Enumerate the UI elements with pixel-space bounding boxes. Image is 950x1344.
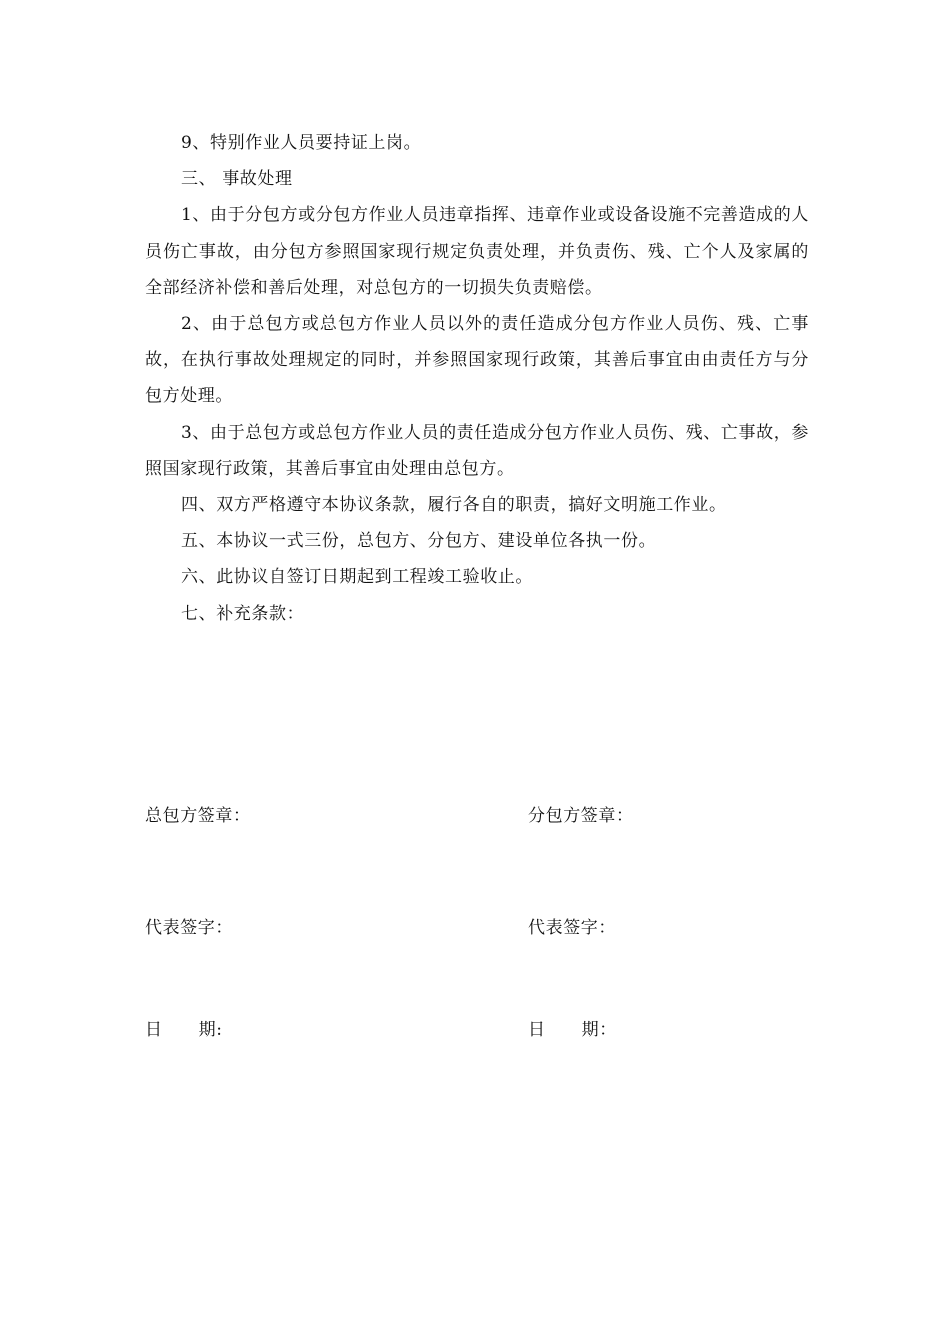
general-contractor-seal-label: 总包方签章： [145,806,251,826]
agreement-body [145,125,809,632]
clause-accident-1: 1、由于分包方或分包方作业人员违章指挥、违章作业或设备设施不完善造成的人员伤亡事故，由分包方参照国家现行规定负责处理，并负责伤、残、亡个人及家属的全部经济补偿和善后处理，对总包方的一切损失负责赔偿。 [145,205,809,298]
general-contractor-date-label: 日 期: [145,1020,223,1040]
section-heading-accident-handling: 三、 事故处理 [181,169,293,190]
general-contractor-rep-label: 代表签字： [145,918,233,938]
clause-accident-2: 2、由于总包方或总包方作业人员以外的责任造成分包方作业人员伤、残、亡事故，在执行事故处理规定的同时，并参照国家现行政策，其善后事宜由由责任方与分包方处理。 [145,314,809,407]
section-seven-supplementary: 七、补充条款： [181,603,305,624]
clause-9: 9、特别作业人员要持证上岗。 [181,133,422,153]
subcontractor-seal-label: 分包方签章： [528,806,634,826]
section-five: 五、本协议一式三份，总包方、分包方、建设单位各执一份。 [181,531,657,552]
section-six: 六、此协议自签订日期起到工程竣工验收止。 [181,567,533,588]
subcontractor-date-label: 日 期： [528,1020,617,1040]
section-four: 四、双方严格遵守本协议条款，履行各自的职责，搞好文明施工作业。 [181,495,727,516]
subcontractor-rep-label: 代表签字： [528,918,616,938]
clause-accident-3: 3、由于总包方或总包方作业人员的责任造成分包方作业人员伤、残、亡事故，参照国家现行政策，其善后事宜由处理由总包方。 [145,422,809,479]
